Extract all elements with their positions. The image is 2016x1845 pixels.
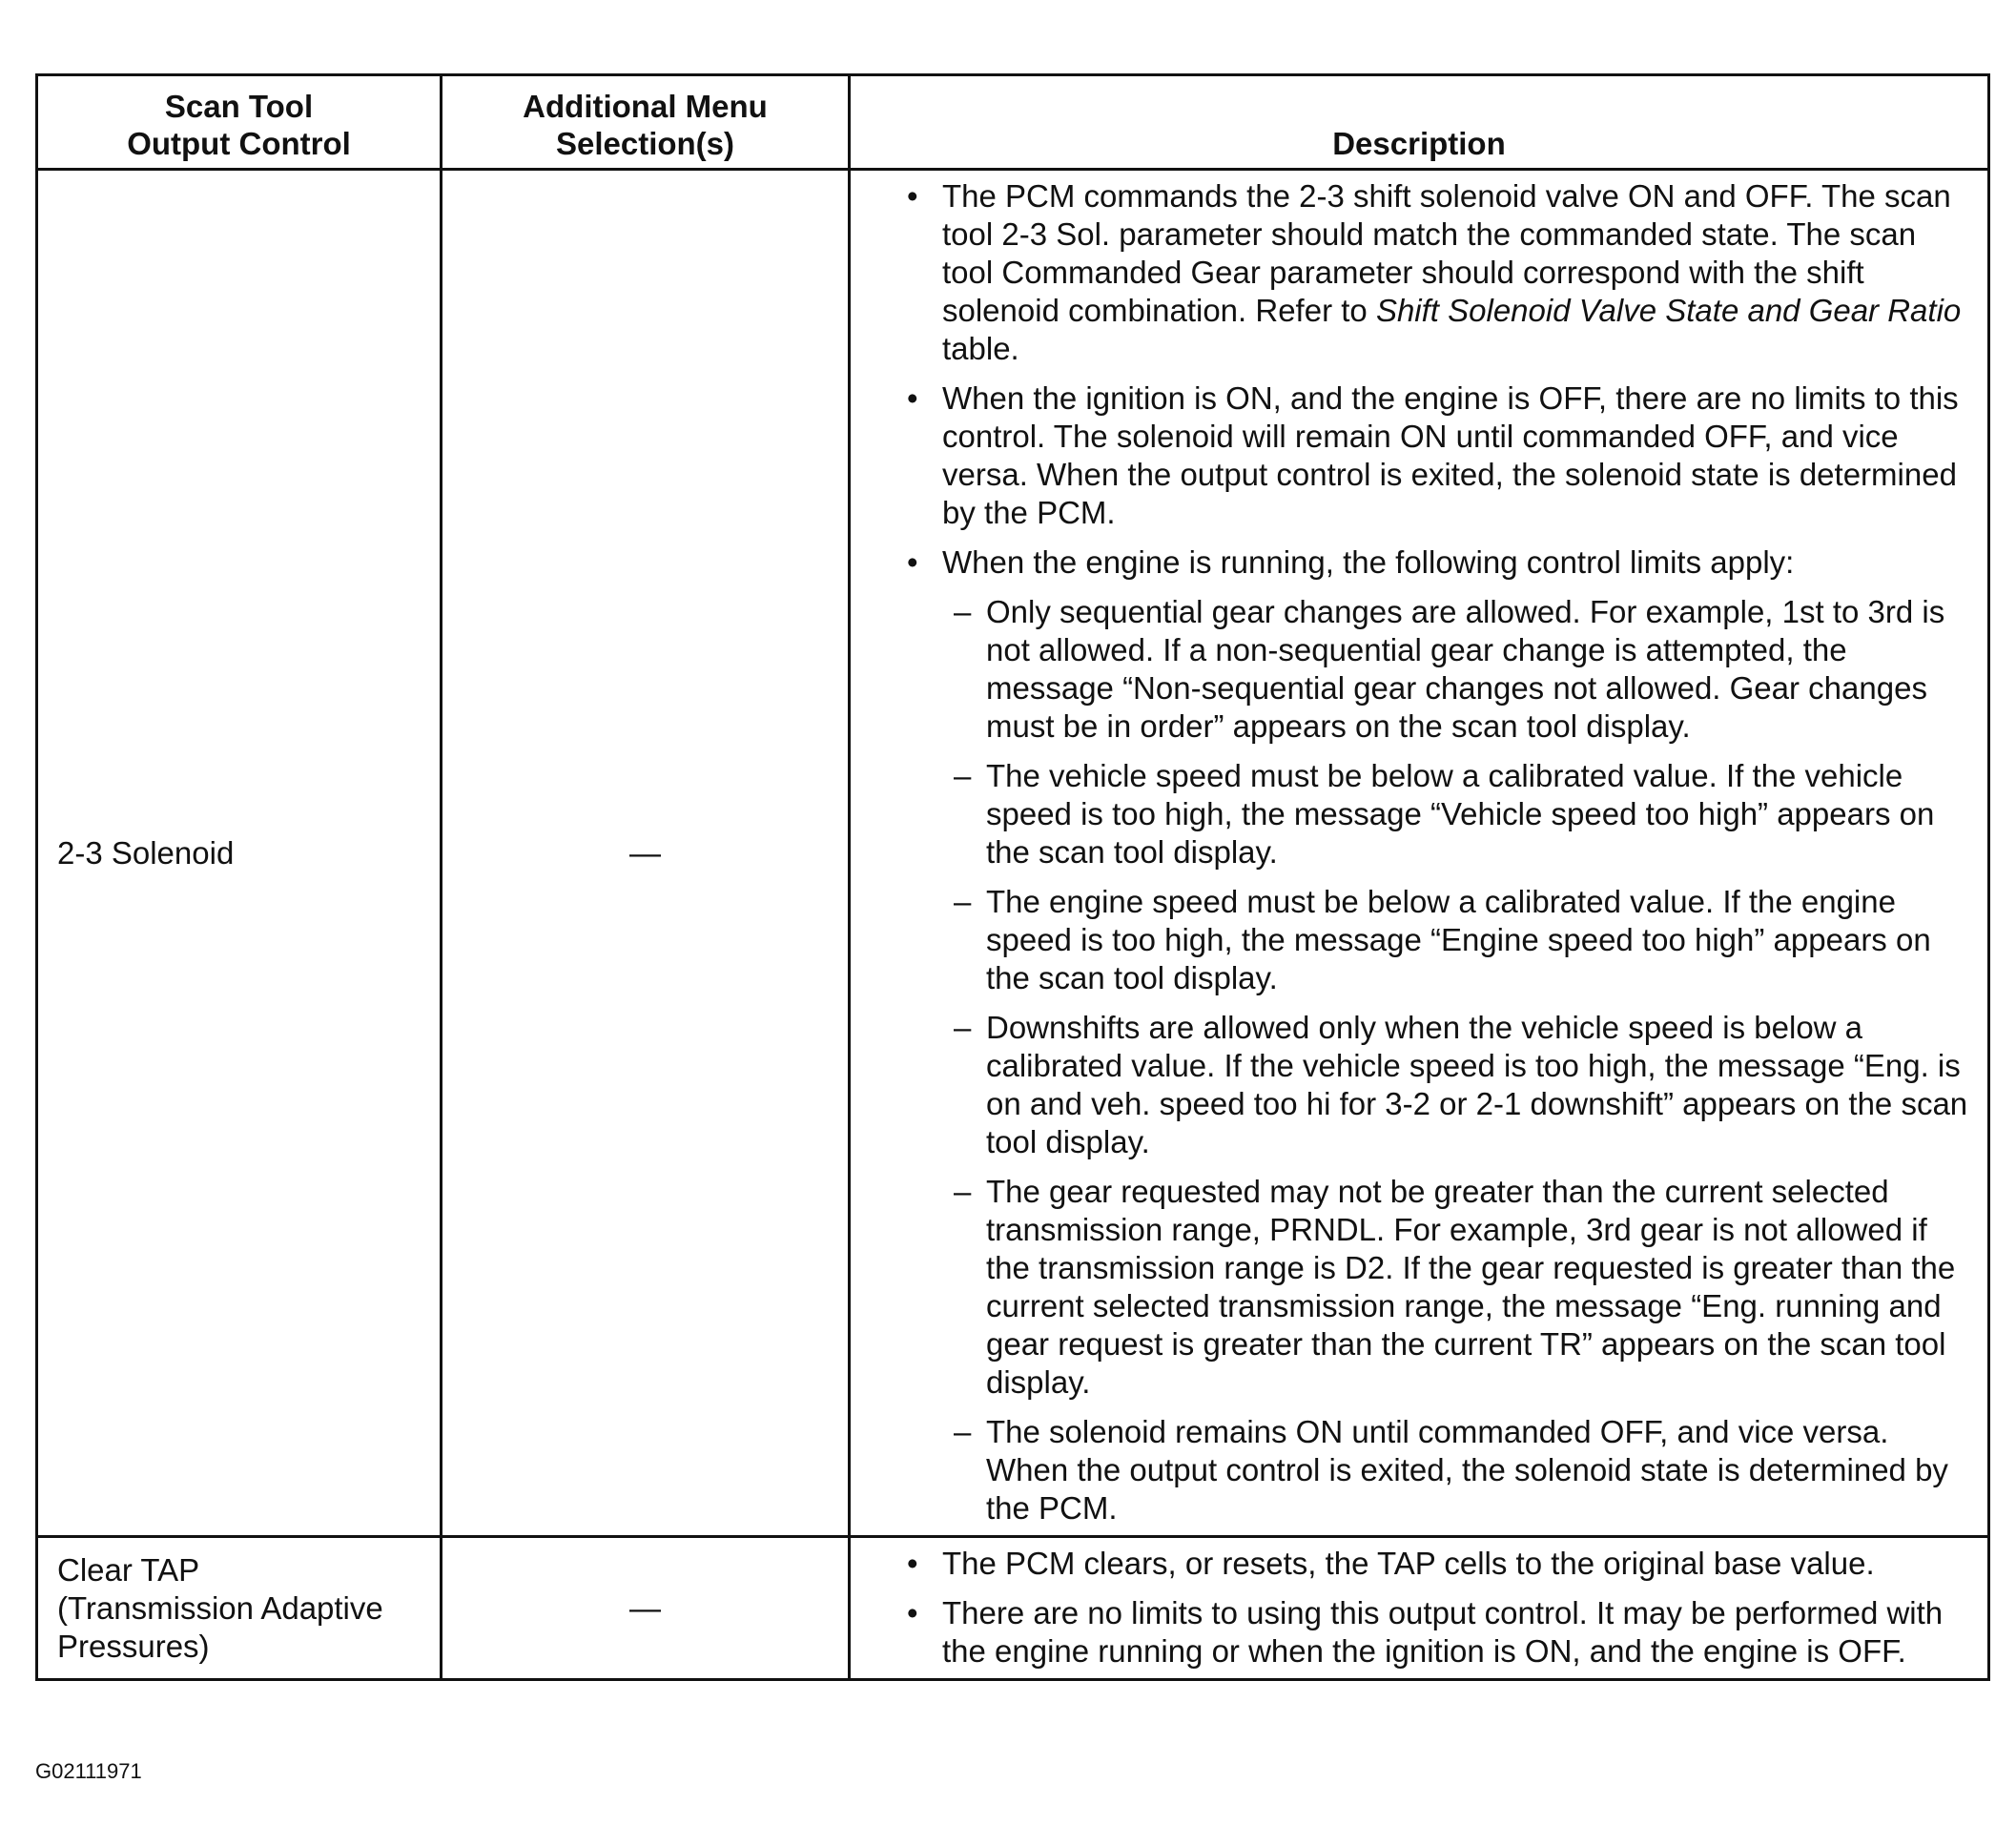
bullet-text: The PCM clears, or resets, the TAP cells to the original base value. bbox=[942, 1546, 1875, 1581]
table-row bbox=[37, 1537, 1989, 1680]
header-text: Output Control bbox=[127, 126, 351, 161]
cell-description bbox=[850, 1537, 1989, 1680]
menu-selection-value: — bbox=[629, 834, 661, 871]
dash-item bbox=[942, 1009, 1974, 1161]
header-additional-menu-selections bbox=[442, 75, 850, 170]
dash-text: The gear requested may not be greater than the current selected transmission range, PRNDL. For example, 3rd gear is not allowed if the transmission range is D2. If the gear requested is greater than the current selected transmission range, the message “Eng. running and gear request is greater than the current TR” appears on the scan tool display. bbox=[986, 1174, 1956, 1400]
dash-icon: – bbox=[954, 594, 972, 629]
figure-id: G02111971 bbox=[35, 1759, 142, 1783]
header-description bbox=[850, 75, 1989, 170]
dash-icon: – bbox=[954, 758, 972, 793]
bullet-item bbox=[851, 379, 1974, 532]
dash-icon: – bbox=[954, 1174, 972, 1209]
output-control-table bbox=[35, 73, 1990, 1681]
bullet-text-italic: Shift Solenoid Valve State and Gear Ratio bbox=[1375, 293, 1962, 328]
dash-text: Only sequential gear changes are allowed. For example, 1st to 3rd is not allowed. If a non-sequential gear change is attempted, the message “Non-sequential gear changes not allowed. Gear changes must be in order” appears on the scan tool display. bbox=[986, 594, 1945, 744]
cell-menu-selection bbox=[442, 1537, 850, 1680]
cell-description bbox=[850, 170, 1989, 1537]
cell-output-control bbox=[37, 170, 442, 1537]
output-control-name: (Transmission Adaptive bbox=[57, 1589, 383, 1626]
output-control-name: Pressures) bbox=[57, 1628, 210, 1664]
table-row bbox=[37, 170, 1989, 1537]
dash-item bbox=[942, 1413, 1974, 1527]
output-control-name: 2-3 Solenoid bbox=[57, 834, 235, 871]
bullet-text: There are no limits to using this output control. It may be performed with the engine running or when the ignition is ON, and the engine is OFF. bbox=[942, 1595, 1944, 1669]
cell-output-control bbox=[37, 1537, 442, 1680]
bullet-text: When the engine is running, the following control limits apply: bbox=[942, 544, 1795, 580]
bullet-icon: • bbox=[907, 178, 918, 214]
dash-text: The solenoid remains ON until commanded OFF, and vice versa. When the output control is exited, the solenoid state is determined by the PCM. bbox=[986, 1414, 1948, 1526]
dash-icon: – bbox=[954, 1414, 972, 1449]
bullet-text: When the ignition is ON, and the engine is OFF, there are no limits to this control. The solenoid will remain ON until commanded OFF, and vice versa. When the output control is exited, the solenoid state is determined by the PCM. bbox=[942, 380, 1959, 530]
dash-item bbox=[942, 593, 1974, 746]
header-text: Additional Menu bbox=[523, 89, 768, 124]
bullet-item bbox=[851, 543, 1974, 1527]
dash-icon: – bbox=[954, 884, 972, 919]
bullet-text: table. bbox=[942, 331, 1019, 366]
bullet-icon: • bbox=[907, 1546, 918, 1581]
dash-icon: – bbox=[954, 1010, 972, 1045]
bullet-item bbox=[851, 1594, 1974, 1671]
header-text: Scan Tool bbox=[164, 89, 314, 124]
dash-text: The engine speed must be below a calibrated value. If the engine speed is too high, the message “Engine speed too high” appears on the scan tool display. bbox=[986, 884, 1931, 995]
bullet-icon: • bbox=[907, 380, 918, 416]
menu-selection-value: — bbox=[629, 1589, 661, 1626]
header-scan-tool-output-control bbox=[37, 75, 442, 170]
bullet-icon: • bbox=[907, 1595, 918, 1630]
dash-text: Downshifts are allowed only when the vehicle speed is below a calibrated value. If the vehicle speed is too high, the message “Eng. is on and veh. speed too hi for 3-2 or 2-1 downshift” appears on the scan tool display. bbox=[986, 1010, 1968, 1159]
cell-menu-selection bbox=[442, 170, 850, 1537]
bullet-list bbox=[851, 1545, 1974, 1671]
output-control-name: Clear TAP bbox=[57, 1551, 200, 1588]
bullet-list bbox=[851, 177, 1974, 1527]
dash-list bbox=[942, 593, 1974, 1527]
bullet-item bbox=[851, 1545, 1974, 1583]
bullet-icon: • bbox=[907, 544, 918, 580]
header-text: Description bbox=[1332, 126, 1506, 161]
dash-item bbox=[942, 757, 1974, 871]
bullet-text: The PCM commands the 2-3 shift solenoid valve ON and OFF. The scan tool 2-3 Sol. parameter should match the commanded state. The scan tool Commanded Gear parameter should correspond with the shift solenoid combination. Refer to bbox=[942, 178, 1951, 328]
header-text: Selection(s) bbox=[555, 126, 735, 161]
bullet-item bbox=[851, 177, 1974, 368]
dash-item bbox=[942, 1173, 1974, 1402]
dash-item bbox=[942, 883, 1974, 997]
header-row bbox=[37, 75, 1989, 170]
dash-text: The vehicle speed must be below a calibrated value. If the vehicle speed is too high, the message “Vehicle speed too high” appears on the scan tool display. bbox=[986, 758, 1935, 870]
